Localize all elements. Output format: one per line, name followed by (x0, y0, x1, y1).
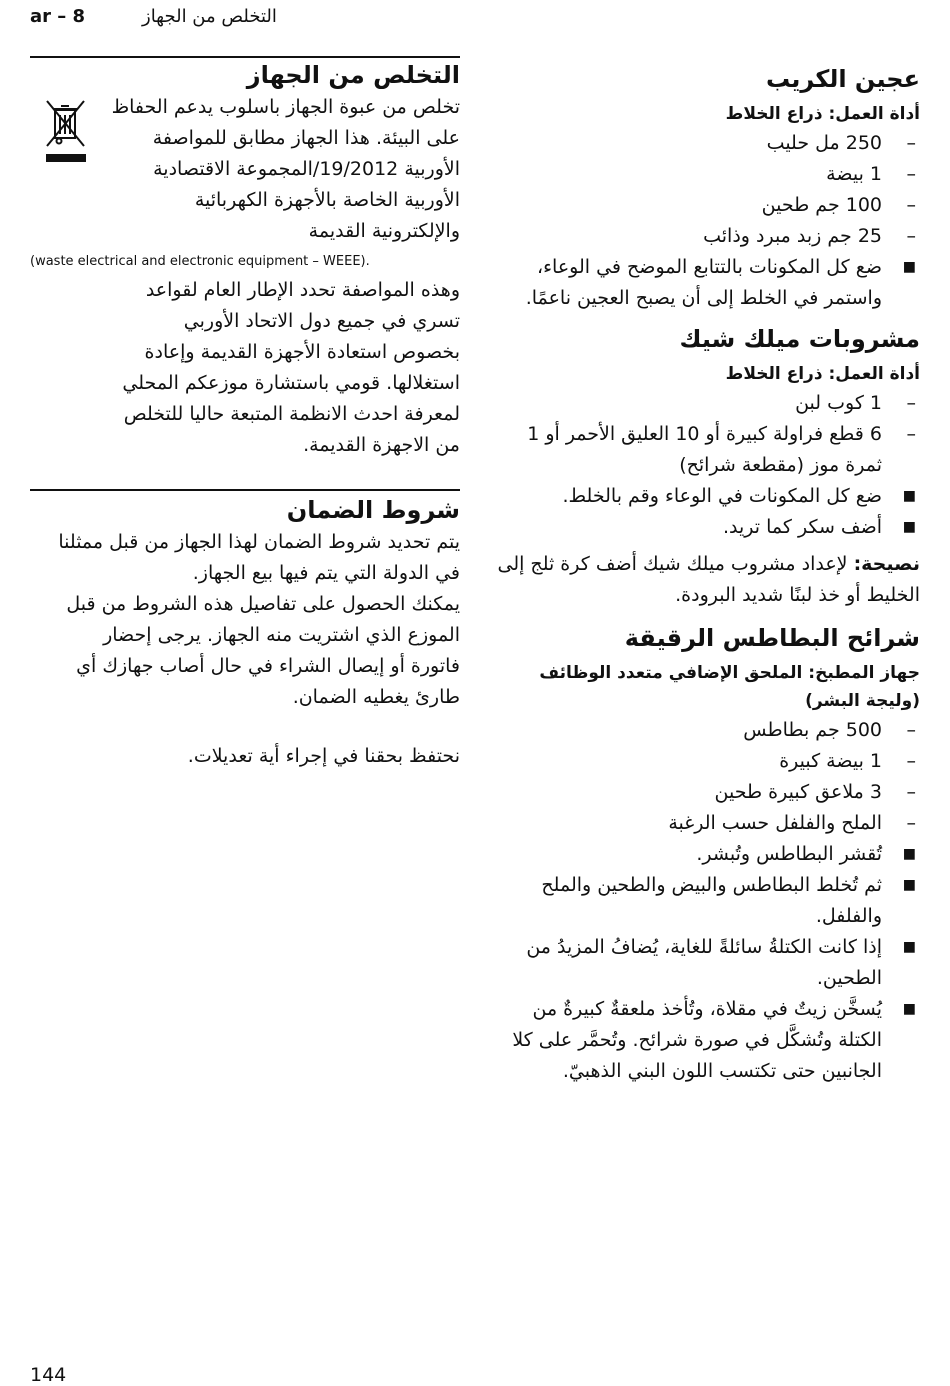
page-label: ar – 8 (30, 6, 86, 27)
disposal-line: الأوربية الخاصة بالأجهزة الكهربائية (194, 189, 460, 211)
step-item: ■ إذا كانت الكتلةُ سائلةً للغاية، يُضافُ المزيدُ من الطحين. (488, 932, 920, 994)
ingredient-item: – 1 كوب لبن (488, 388, 920, 419)
ingredient-item: – 500 جم بطاطس (488, 715, 920, 746)
ingredient-item: – 25 جم زبد مبرد وذائب (488, 221, 920, 252)
crepe-heading: عجين الكريب (766, 65, 920, 93)
crepe-ingredients (488, 128, 920, 252)
step-item: ■ ثم تُخلط البطاطس والبيض والطحين والملح والفلفل. (488, 870, 920, 932)
disposal-line: استغلالها. قومي باستشارة موزعكم المحلي (122, 372, 460, 394)
potato-ingredients (488, 715, 920, 839)
warranty-line: فاتورة أو إيصال الشراء في حال أصاب جهازك أي (76, 655, 460, 677)
step-item: ■ أضف سكر كما تريد. (488, 512, 920, 543)
potato-steps (488, 839, 920, 1087)
milkshake-ingredients (488, 388, 920, 481)
crepe-tool: أداة العمل: ذراع الخلاط (725, 104, 920, 124)
disposal-line: الأوربية 19/2012/المجموعة الاقتصادية (153, 158, 460, 180)
warranty-line: الموزع الذي اشتريت منه الجهاز. يرجى إحضار (103, 624, 460, 646)
milkshake-tool: أداة العمل: ذراع الخلاط (725, 364, 920, 384)
disposal-line: تخلص من عبوة الجهاز باسلوب يدعم الحفاظ (111, 96, 460, 118)
step-item: ■ يُسخَّن زيتٌ في مقلاة، وتُأخذ ملعقةٌ كبيرةٌ من الكتلة وتُشكَّل في صورة شرائح. وتُحمَّر على كلا الجانبين حتى تكتسب اللون البني الذهبيّ. (488, 994, 920, 1087)
disposal-line: والإلكترونية القديمة (308, 220, 460, 242)
ingredient-item: – 100 جم طحين (488, 190, 920, 221)
potato-tool: جهاز المطبخ: الملحق الإضافي متعدد الوظائف (وليجة البشر) (539, 663, 920, 711)
right-column (488, 62, 920, 1087)
tip-label: نصيحة: (853, 553, 920, 575)
crossed-out-wheelie-bin-icon (44, 98, 88, 164)
crepe-steps (488, 252, 920, 314)
disposal-block (30, 92, 460, 247)
tip-text: لإعداد مشروب ميلك شيك أضف كرة ثلج إلى الخليط أو خذ لبنًا شديد البرودة. (497, 553, 920, 606)
warranty-heading: شروط الضمان (286, 496, 460, 524)
disposal-text (88, 92, 460, 247)
ingredient-item: – 1 بيضة كبيرة (488, 746, 920, 777)
warranty-line: يتم تحديد شروط الضمان لهذا الجهاز من قبل ممثلنا (58, 531, 460, 553)
ingredient-item: – الملح والفلفل حسب الرغبة (488, 808, 920, 839)
warranty-line: طارئ يغطيه الضمان. (292, 686, 460, 708)
left-column (30, 56, 460, 772)
warranty-note: نحتفظ بحقنا في إجراء أية تعديلات. (187, 745, 460, 767)
disposal-line: وهذه المواصفة تحدد الإطار العام لقواعد (145, 279, 460, 301)
spacer (30, 461, 460, 489)
spacer (30, 713, 460, 741)
page-header (30, 6, 460, 30)
page-number: 144 (30, 1364, 67, 1386)
ingredient-item: – 250 مل حليب (488, 128, 920, 159)
milkshake-tip (488, 549, 920, 611)
milkshake-heading: مشروبات ميلك شيك (679, 325, 920, 353)
ingredient-item: – 6 قطع فراولة كبيرة أو 10 العليق الأحمر أو 1 ثمرة موز (مقطعة شرائح) (488, 419, 920, 481)
ingredient-item: – 3 ملاعق كبيرة طحين (488, 777, 920, 808)
milkshake-steps (488, 481, 920, 543)
disposal-line: بخصوص استعادة الأجهزة القديمة وإعادة (144, 341, 460, 363)
header-section-title: التخلص من الجهاز (142, 6, 277, 27)
step-item: ■ تُقشر البطاطس وتُبشر. (488, 839, 920, 870)
disposal-line: على البيئة. هذا الجهاز مطابق للمواصفة (152, 127, 460, 149)
disposal-line: لمعرفة احدث الانظمة المتبعة حاليا للتخلص (123, 403, 460, 425)
warranty-line: في الدولة التي يتم فيها بيع الجهاز. (192, 562, 460, 584)
section-divider (30, 489, 460, 491)
potato-heading: شرائح البطاطس الرقيقة (624, 624, 920, 652)
step-item: ■ ضع كل المكونات بالتتابع الموضح في الوعاء، واستمر في الخلط إلى أن يصبح العجين ناعمًا. (488, 252, 920, 314)
disposal-line: تسري في جميع دول الاتحاد الأوربي (183, 310, 460, 332)
step-item: ■ ضع كل المكونات في الوعاء وقم بالخلط. (488, 481, 920, 512)
warranty-line: يمكنك الحصول على تفاصيل هذه الشروط من قبل (66, 593, 460, 615)
weee-definition: (waste electrical and electronic equipment – WEEE). (30, 254, 370, 269)
ingredient-item: – 1 بيضة (488, 159, 920, 190)
disposal-line: من الاجهزة القديمة. (303, 434, 460, 456)
disposal-heading: التخلص من الجهاز (246, 61, 460, 89)
